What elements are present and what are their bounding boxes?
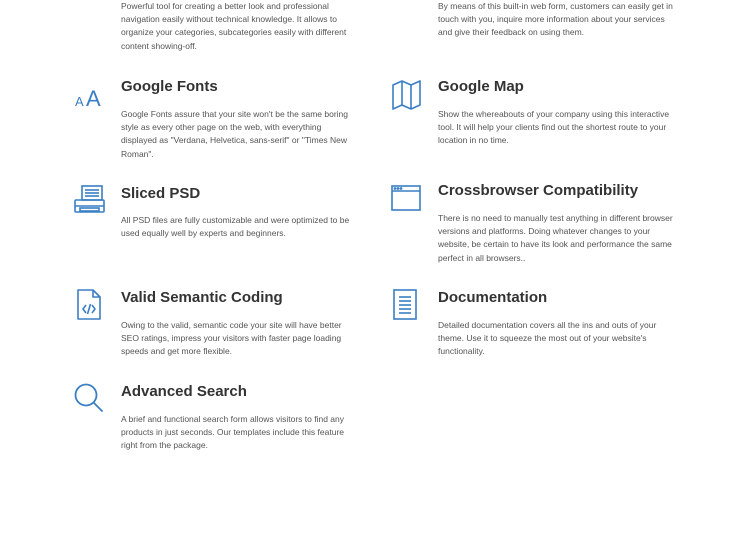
feature-google-fonts-title: Google Fonts xyxy=(121,78,218,95)
browser-window-icon xyxy=(391,184,427,220)
svg-text:A: A xyxy=(75,94,84,109)
printer-icon xyxy=(74,185,110,221)
feature-google-map-title: Google Map xyxy=(438,78,524,95)
search-icon xyxy=(74,383,110,419)
font-size-icon xyxy=(74,80,110,116)
feature-sliced-psd-desc: All PSD files are fully customizable and were optimized to be used equally well by experts and beginners. xyxy=(121,215,350,239)
feature-google-fonts-desc: Google Fonts assure that your site won't be the same boring style as every other page on the web, with everything displayed as "Verdana, Helvetica, sans-serif" or "Times New Roman". xyxy=(121,109,348,159)
feature-sliced-psd-title: Sliced PSD xyxy=(121,185,201,202)
feature-crossbrowser-desc: There is no need to manually test anything in different browser versions and platforms. Doing whatever changes to your website, be certain to have its look and performance the same perfect in all browsers.. xyxy=(438,213,673,263)
document-icon xyxy=(391,289,427,325)
feature-documentation-title: Documentation xyxy=(438,289,548,306)
feature-crossbrowser-title: Crossbrowser Compatibility xyxy=(438,182,639,199)
feature-advanced-search-title: Advanced Search xyxy=(121,383,247,400)
feature-navigation-desc: Powerful tool for creating a better look and professional navigation easily without technical knowledge. It allows to organize your categories, subcategories easily with different content showing-off. xyxy=(121,1,347,51)
svg-text:A: A xyxy=(86,86,101,111)
feature-google-map-desc: Show the whereabouts of your company using this interactive tool. It will help your clients find out the shortest route to your location in no time. xyxy=(438,109,670,146)
feature-documentation-desc: Detailed documentation covers all the ins and outs of your theme. Use it to squeeze the most out of your website's functionality. xyxy=(438,320,657,357)
feature-semantic-coding-desc: Owing to the valid, semantic code your site will have better SEO ratings, impress your visitors with faster page loading speeds and get more flexible. xyxy=(121,320,342,357)
code-file-icon xyxy=(74,289,110,325)
feature-contact-form-desc: By means of this built-in web form, customers can easily get in touch with you, inquire more information about your services and give their feedback on using them. xyxy=(438,1,673,38)
feature-advanced-search-desc: A brief and functional search form allows visitors to find any products in just seconds. Our templates include this feature right from the package. xyxy=(121,414,345,451)
map-icon xyxy=(391,78,427,114)
feature-semantic-coding-title: Valid Semantic Coding xyxy=(121,289,283,306)
